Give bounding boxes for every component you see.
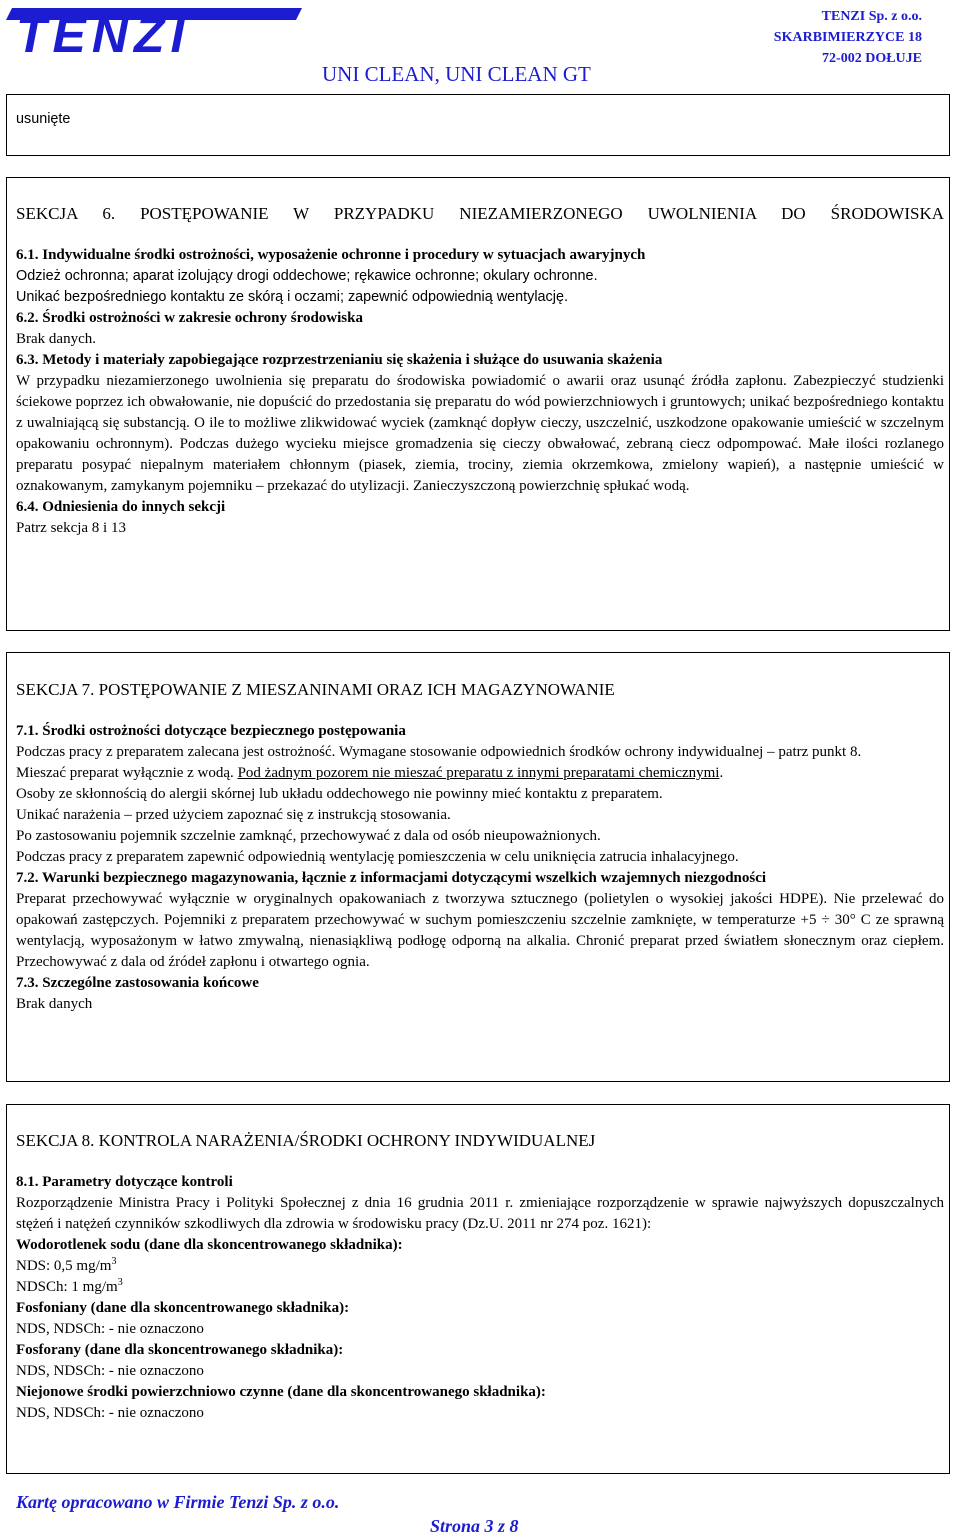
section-7: [16, 678, 944, 1015]
heading-phosphates: Fosforany (dane dla skoncentrowanego składnika):: [16, 1342, 344, 1358]
text-7-2: Preparat przechowywać wyłącznie w oryginalnych opakowaniach z tworzywa sztucznego (polietylen o wysokiej jakości HDPE). Nie przelewać do opakowań zastępczych. Pojemniki z preparatem przechowywać w suchym pomieszczeniu szczelnie zamknięte, w temperaturze +5 ÷ 30° C ze sprawną wentylacją, wyposażonym w łatwo zmywalną, nienasiąkliwą podłogę odporną na alkalia. Chronić preparat przed światłem słonecznym oraz ciepłem. Przechowywać z dala od źródeł zapłonu i otwartego ognia.: [16, 891, 944, 970]
text-7-1c: Osoby ze skłonnością do alergii skórnej lub układu oddechowego nie powinny mieć kontaktu z preparatem.: [16, 786, 663, 802]
heading-phosphonates: Fosfoniany (dane dla skoncentrowanego składnika):: [16, 1300, 350, 1316]
heading-surfactants: Niejonowe środki powierzchniowo czynne (dane dla skoncentrowanego składnika):: [16, 1384, 546, 1400]
value-ndsch: [16, 1277, 944, 1298]
section-6: [16, 202, 944, 539]
text-7-1b-start: Mieszać preparat wyłącznie z wodą.: [16, 765, 238, 781]
heading-sodium-hydroxide: Wodorotlenek sodu (dane dla skoncentrowanego składnika):: [16, 1237, 403, 1253]
svg-text:TENZI: TENZI: [16, 7, 191, 58]
page-number: Strona 3 z 8: [430, 1516, 519, 1536]
section-8-title: SEKCJA 8. KONTROLA NARAŻENIA/ŚRODKI OCHRONY INDYWIDUALNEJ: [16, 1131, 596, 1150]
company-name: TENZI Sp. z o.o.: [821, 9, 922, 24]
heading-6-2: 6.2. Środki ostrożności w zakresie ochrony środowiska: [16, 310, 363, 326]
tenzi-logo: [2, 2, 312, 58]
value-nds: [16, 1256, 944, 1277]
company-address: [774, 6, 922, 69]
text-6-2: Brak danych.: [16, 331, 96, 347]
company-city: 72-002 DOŁUJE: [822, 51, 922, 66]
heading-7-1: 7.1. Środki ostrożności dotyczące bezpiecznego postępowania: [16, 723, 406, 739]
section-6-title: SEKCJA 6. POSTĘPOWANIE W PRZYPADKU NIEZAMIERZONEGO UWOLNIENIA DO ŚRODOWISKA: [16, 204, 944, 223]
section-5-tail: usunięte: [16, 111, 71, 127]
heading-6-1: 6.1. Indywidualne środki ostrożności, wyposażenie ochronne i procedury w sytuacjach awaryjnych: [16, 247, 646, 263]
heading-6-4: 6.4. Odniesienia do innych sekcji: [16, 499, 226, 515]
text-6-3: W przypadku niezamierzonego uwolnienia się preparatu do środowiska powiadomić o awarii oraz usunąć źródła zapłonu. Zabezpieczyć studzienki ściekowe poprzez ich obwałowanie, nie dopuścić do przedostania się preparatu do wód powierzchniowych i gruntowych; unikać bezpośredniego kontaktu z uwalniającą się substancją. O ile to możliwe zlikwidować wyciek (zamknąć dopływ cieczy, uszczelnić, uszkodzone opakowanie umieścić w szczelnym opakowaniu ochronnym). Podczas dużego wycieku miejsce gromadzenia się cieczy obwałować, zebraną ciecz odpompować. Małe ilości rozlanego preparatu posypać niepalnym materiałem chłonnym (piasek, ziemia, trociny, ziemia okrzemkowa, zmielony wapień), a następnie umieścić w oznakowanym, zamykanym pojemniku – przekazać do utylizacji. Zanieczyszczoną powierzchnię spłukać wodą.: [16, 373, 944, 494]
text-7-1b-end: .: [719, 765, 724, 781]
text-7-1d: Unikać narażenia – przed użyciem zapoznać się z instrukcją stosowania.: [16, 807, 451, 823]
text-7-1b: [16, 763, 944, 784]
heading-8-1: 8.1. Parametry dotyczące kontroli: [16, 1174, 233, 1190]
heading-7-2: 7.2. Warunki bezpiecznego magazynowania, łącznie z informacjami dotyczącymi wszelkich wzajemnych niezgodności: [16, 870, 767, 886]
text-7-1e: Po zastosowaniu pojemnik szczelnie zamknąć, przechowywać z dala od osób nieupoważnionych.: [16, 828, 601, 844]
text-7-3: Brak danych: [16, 996, 93, 1012]
product-name: UNI CLEAN, UNI CLEAN GT: [322, 62, 591, 86]
value-surfactants: NDS, NDSCh: - nie oznaczono: [16, 1405, 204, 1421]
section-7-title: SEKCJA 7. POSTĘPOWANIE Z MIESZANINAMI ORAZ ICH MAGAZYNOWANIE: [16, 680, 615, 699]
heading-7-3: 7.3. Szczególne zastosowania końcowe: [16, 975, 259, 991]
value-nds-text: NDS: 0,5 mg/m: [16, 1258, 112, 1274]
footer-prepared-by: Kartę opracowano w Firmie Tenzi Sp. z o.o.: [16, 1492, 340, 1512]
text-6-4: Patrz sekcja 8 i 13: [16, 520, 126, 536]
section-8: [16, 1129, 944, 1424]
text-7-1a: Podczas pracy z preparatem zalecana jest ostrożność. Wymagane stosowanie odpowiednich środków ochrony indywidualnej – patrz punkt 8.: [16, 744, 862, 760]
value-phosphonates: NDS, NDSCh: - nie oznaczono: [16, 1321, 204, 1337]
company-street: SKARBIMIERZYCE 18: [773, 30, 922, 45]
text-8-1: Rozporządzenie Ministra Pracy i Polityki Społecznej z dnia 16 grudnia 2011 r. zmieniające rozporządzenie w sprawie najwyższych dopuszczalnych stężeń i natężeń czynników szkodliwych dla zdrowia w środowisku pracy (Dz.U. 2011 nr 274 poz. 1621):: [16, 1195, 944, 1232]
text-6-1b: Unikać bezpośredniego kontaktu ze skórą i oczami; zapewnić odpowiednią wentylację.: [16, 289, 568, 305]
heading-6-3: 6.3. Metody i materiały zapobiegające rozprzestrzenianiu się skażenia i służące do usuwania skażenia: [16, 352, 663, 368]
warning-underlined: Pod żadnym pozorem nie mieszać preparatu z innymi preparatami chemicznymi: [237, 765, 720, 781]
value-nds-exp: 3: [111, 1256, 117, 1267]
value-ndsch-exp: 3: [117, 1277, 123, 1288]
text-6-1a: Odzież ochronna; aparat izolujący drogi oddechowe; rękawice ochronne; okulary ochronne.: [16, 268, 598, 284]
value-ndsch-text: NDSCh: 1 mg/m: [16, 1279, 118, 1295]
text-7-1f: Podczas pracy z preparatem zapewnić odpowiednią wentylację pomieszczenia w celu uniknięcia zatrucia inhalacyjnego.: [16, 849, 739, 865]
value-phosphates: NDS, NDSCh: - nie oznaczono: [16, 1363, 204, 1379]
